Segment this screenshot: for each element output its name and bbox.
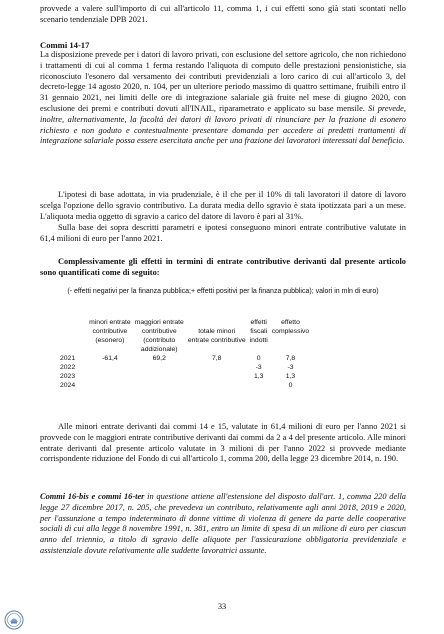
table-cell — [186, 372, 248, 381]
table-header-row — [40, 336, 311, 345]
estimate-paragraph: Sulla base dei sopra descritti parametri e ipotesi conseguono minori entrate contributive valutate in 61,4 milioni di euro per l'anno 2021. — [40, 223, 406, 243]
table-cell: 2024 — [60, 382, 76, 389]
section-heading-16bis: Commi 16-bis e commi 16-ter — [40, 492, 145, 501]
table-cell — [87, 363, 133, 372]
header-cell: (contributo — [143, 337, 176, 344]
header-cell: addizionale) — [140, 346, 178, 353]
table-cell: 1,3 — [285, 373, 296, 380]
header-cell — [186, 318, 248, 327]
table-cell: 7,8 — [211, 355, 222, 362]
header-cell: totale minori — [198, 328, 236, 335]
top-paragraph: provvede a valere sull'importo di cui all'articolo 11, comma 1, i cui effetti sono già stati scontati nello scenario tendenziale DPB 2021. — [40, 4, 406, 24]
section-14-17-paragraph — [40, 50, 406, 147]
header-cell: contributive — [92, 328, 128, 335]
header-cell: maggiori entrate — [134, 319, 184, 326]
section-16bis-body: in questione attiene all'estensione del disposto dall'art. 1, comma 220 della legge 27 dicembre 2017, n. 205, che prevedeva un contributo, relativamente agli anni 2018, 2019 e 2020, per l'assunzione a tempo indeterminato di donne vittime di violenza di genere da parte delle cooperative sociali di cui alla legge 8 novembre 1991, n. 381, entro un limite di spesa di un milione di euro per ciascun anno del triennio, a titolo di sgravio delle aliquote per l'assicurazione obbligatoria previdenziale e assistenziale dovute relativamente alle suddette lavoratrici assunte. — [40, 492, 406, 555]
table-cell — [87, 372, 133, 381]
table-cell — [133, 363, 186, 372]
section-16bis-paragraph — [40, 492, 406, 557]
header-cell — [87, 345, 133, 354]
table-header-row — [40, 327, 311, 336]
header-cell: effetti — [250, 319, 267, 326]
table-cell: 2021 — [60, 355, 76, 362]
table-cell: -3 — [255, 364, 262, 371]
table-cell: 1,3 — [253, 373, 264, 380]
table-row — [40, 381, 311, 390]
header-cell: fiscali — [250, 328, 268, 335]
header-cell: effetto — [281, 319, 300, 326]
table-row — [40, 354, 311, 363]
table-cell — [87, 381, 133, 390]
header-cell: contributive — [141, 328, 177, 335]
header-cell: (esonero) — [95, 337, 125, 344]
header-cell — [270, 336, 311, 345]
table-cell: 0 — [256, 355, 261, 362]
header-cell: minori entrate — [89, 319, 131, 326]
header-cell — [40, 336, 87, 345]
effects-table — [40, 318, 311, 390]
table-cell — [133, 372, 186, 381]
header-cell — [248, 345, 270, 354]
table-row — [40, 363, 311, 372]
table-cell: 7,8 — [285, 355, 296, 362]
page-number: 33 — [217, 602, 227, 611]
section-14-17-italic: Si prevede, inoltre, alternativamente, la facoltà dei datori di lavoro privati di rinunciare per la frazione di esonero richiesto e non goduto e contestualmente presentare domanda per accedere ai predetti trattamenti di integrazione salariale possa essere esercitata anche per una frazione dei lavoratori interessati dal beneficio. — [40, 103, 406, 146]
table-header-row — [40, 318, 311, 327]
table-row — [40, 372, 311, 381]
table-cell — [248, 381, 270, 390]
table-header-row — [40, 345, 311, 354]
header-cell: complessivo — [271, 328, 310, 335]
table-cell: -61,4 — [102, 355, 118, 362]
table-intro: Complessivamente gli effetti in termini di entrate contributive derivanti dal presente articolo sono quantificati come di seguito: — [40, 257, 406, 277]
section-14-17-body: La disposizione prevede per i datori di lavoro privati, con esclusione del settore agricolo, che non richiedono i trattamenti di cui al comma 1 ferma restando l'aliquota di computo delle prestazioni pensionistiche, sia riconosciuto l'esonero dal versamento dei contributi previdenziali a loro carico di cui all'articolo 3, del decreto-legge 14 agosto 2020, n. 104, per un ulteriore periodo massimo di quattro settimane, fruibili entro il 31 gennaio 2021, nei limiti delle ore di integrazione salariale già fruite nel mese di giugno 2020, con esclusione dei premi e contributi dovuti all'INAIL, riparametrato e applicato su base mensile. — [40, 50, 406, 113]
table-cell: -3 — [287, 364, 294, 371]
header-cell — [186, 345, 248, 354]
hypothesis-paragraph: L'ipotesi di base adottata, in via prudenziale, è il che per il 10% di tali lavoratori il datore di lavoro scelga l'opzione dello sgravio contributivo. La durata media dello sgravio è stata ipotizzata pari a un mese. L'aliquota media oggetto di sgravio a carico del datore di lavoro è pari al 31%. — [40, 190, 406, 221]
header-cell: entrate contributive — [187, 337, 246, 344]
section-heading-14-17: Commi 14-17 — [40, 40, 90, 50]
header-cell — [40, 318, 87, 327]
header-cell: indotti — [249, 337, 268, 344]
table-cell: 0 — [288, 382, 293, 389]
senate-seal-icon — [4, 610, 24, 630]
table-cell — [186, 381, 248, 390]
table-cell: 2022 — [60, 364, 76, 371]
table-cell: 69,2 — [152, 355, 166, 362]
header-cell — [40, 327, 87, 336]
table-cell: 2023 — [60, 373, 76, 380]
coverage-paragraph: Alle minori entrate derivanti dai commi 14 e 15, valutate in 61,4 milioni di euro per l'anno 2021 si provvede con le maggiori entrate contributive derivanti dai commi da 2 a 4 del presente articolo. Alle minori entrate derivanti dal presente articolo valutate in 3 milioni di per l'anno 2022 si provvede mediante corrispondente riduzione del Fondo di cui all'articolo 1, comma 200, della legge 23 dicembre 2014, n. 190. — [40, 422, 406, 464]
header-cell — [270, 345, 311, 354]
table-caption: (- effetti negativi per la finanza pubblica;+ effetti positivi per la finanza pubblica); valori in mln di euro) — [67, 288, 379, 295]
header-cell — [40, 345, 87, 354]
table-cell — [133, 381, 186, 390]
table-cell — [186, 363, 248, 372]
